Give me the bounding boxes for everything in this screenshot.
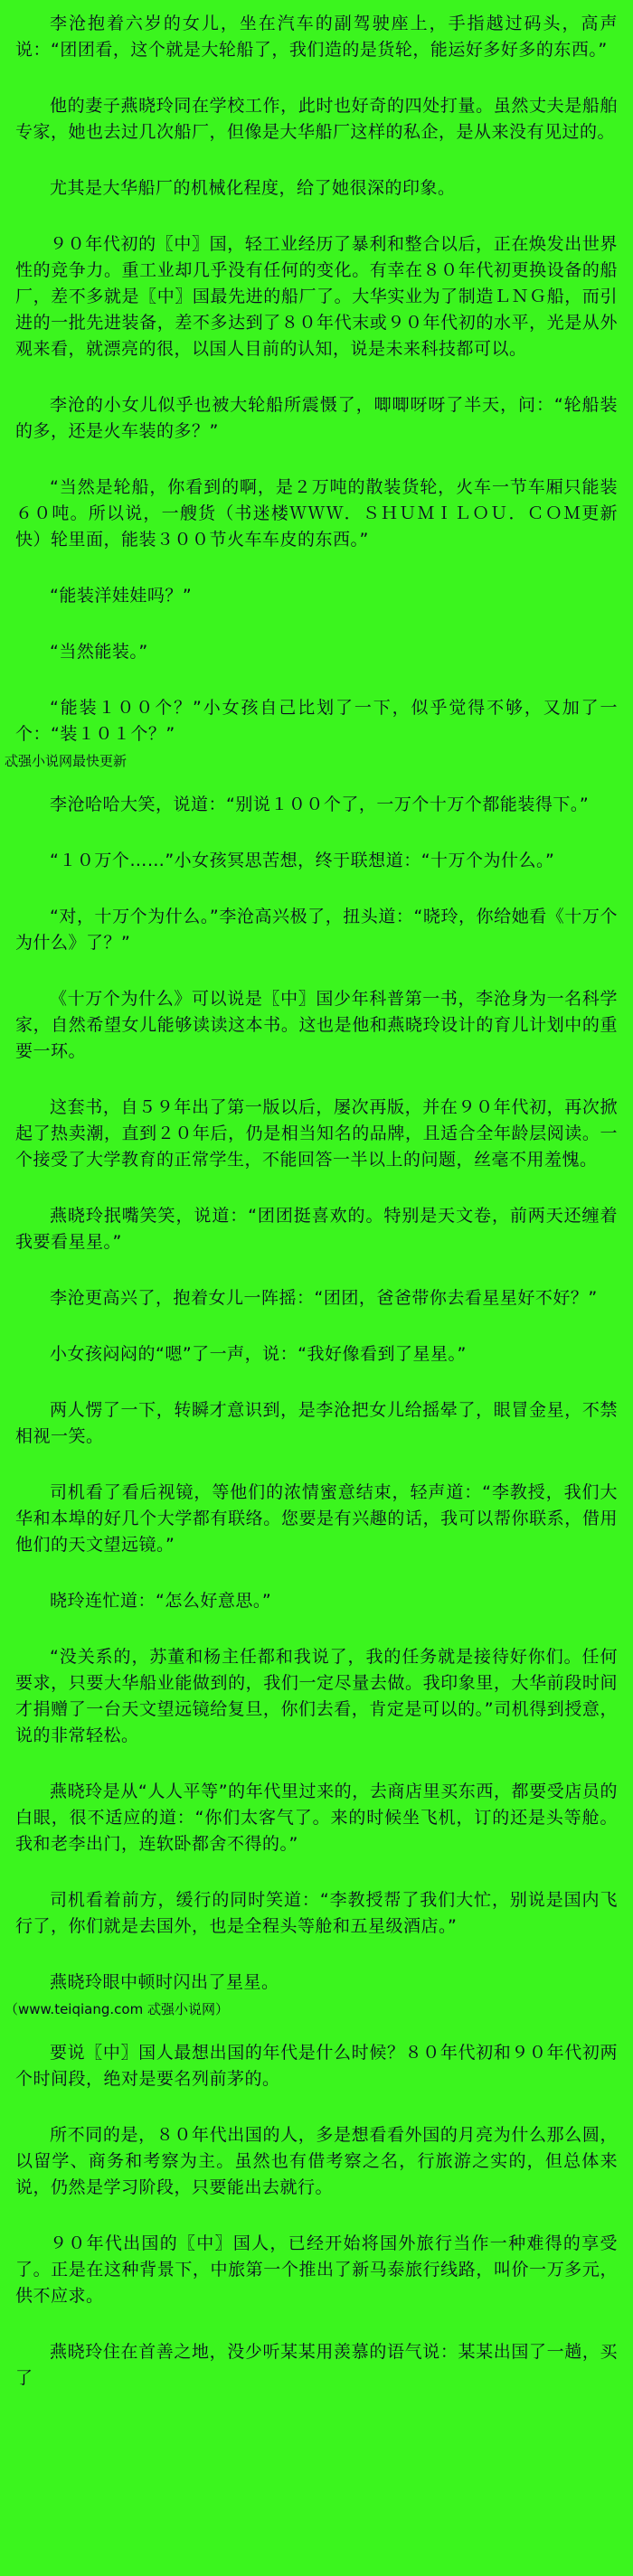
paragraph: 燕晓玲是从“人人平等”的年代里过来的，去商店里买东西，都要受店员的白眼，很不适应的道：“你们太客气了。来的时候坐飞机，订的还是头等舱。我和老李出门，连软卧都舍不得的。” xyxy=(15,1782,618,1854)
paragraph: 燕晓玲眼中顿时闪出了星星。 xyxy=(50,1972,279,1992)
paragraph: 这套书，自５９年出了第一版以后，屡次再版，并在９０年代初，再次掀起了热卖潮，直到２０年后，仍是相当知名的品牌，且适合全年龄层阅读。一个接受了大学教育的正常学生，不能回答一半以上的问题，丝毫不用羞愧。 xyxy=(15,1097,618,1170)
paragraph: 司机看着前方，缓行的同时笑道：“李教授帮了我们大忙，别说是国内飞行了，你们就是去国外，也是全程头等舱和五星级酒店。” xyxy=(15,1890,618,1936)
paragraph: 他的妻子燕晓玲同在学校工作，此时也好奇的四处打量。虽然丈夫是船舶专家，她也去过几次船厂，但像是大华船厂这样的私企，是从来没有见过的。 xyxy=(15,96,618,142)
site-watermark-url: （www.teiqiang.com 忒强小说网） xyxy=(5,2001,229,2017)
paragraph: 燕晓玲抿嘴笑笑，说道：“团团挺喜欢的。特别是天文卷，前两天还缠着我要看星星。” xyxy=(15,1206,618,1252)
paragraph: ９０年代初的〖中〗国，轻工业经历了暴利和整合以后，正在焕发出世界性的竞争力。重工业却几乎没有任何的变化。有幸在８０年代初更换设备的船厂，差不多就是〖中〗国最先进的船厂了。大华实业为了制造ＬＮＧ船，而引进的一批先进装备，差不多达到了８０年代末或９０年代初的水平，光是从外观来看，就漂亮的很，以国人目前的认知，说是未来科技都可以。 xyxy=(15,234,618,359)
paragraph: 所不同的是，８０年代出国的人，多是想看看外国的月亮为什么那么圆，以留学、商务和考察为主。虽然也有借考察之名，行旅游之实的，但总体来说，仍然是学习阶段，只要能出去就行。 xyxy=(15,2125,618,2197)
paragraph: 燕晓玲住在首善之地，没少听某某用羡慕的语气说：某某出国了一趟，买了 xyxy=(15,2342,618,2388)
paragraph: 司机看了看后视镜，等他们的浓情蜜意结束，轻声道：“李教授，我们大华和本埠的好几个大学都有联络。您要是有兴趣的话，我可以帮你联系，借用他们的天文望远镜。” xyxy=(15,1482,618,1555)
paragraph: 《十万个为什么》可以说是〖中〗国少年科普第一书，李沧身为一名科学家，自然希望女儿能够读读这本书。这也是他和燕晓玲设计的育儿计划中的重要一环。 xyxy=(15,989,618,1061)
paragraph: 尤其是大华船厂的机械化程度，给了她很深的印象。 xyxy=(50,178,456,198)
paragraph: “当然能装。” xyxy=(50,642,148,662)
paragraph: “当然是轮船，你看到的啊，是２万吨的散装货轮，火车一节车厢只能装６０吨。所以说，一艘货（书迷楼ＷＷＷ．ＳＨＵＭＩＬＯＵ．ＣＯＭ更新快）轮里面，能装３００节火车车皮的东西。” xyxy=(15,477,618,550)
paragraph: 要说〖中〗国人最想出国的年代是什么时候？８０年代初和９０年代初两个时间段，绝对是要名列前茅的。 xyxy=(15,2043,618,2089)
paragraph: “能装洋娃娃吗？” xyxy=(50,586,193,606)
paragraph: 李沧抱着六岁的女儿，坐在汽车的副驾驶座上，手指越过码头，高声说：“团团看，这个就是大轮船了，我们造的是货轮，能运好多好多的东西。” xyxy=(15,14,618,60)
site-watermark: 忒强小说网最快更新 xyxy=(5,753,128,769)
paragraph: “没关系的，苏董和杨主任都和我说了，我的任务就是接待好你们。任何要求，只要大华船业能做到的，我们一定尽量去做。我印象里，大华前段时间才捐赠了一台天文望远镜给复旦，你们去看，肯定是可以的。”司机得到授意，说的非常轻松。 xyxy=(15,1647,618,1745)
paragraph: ９０年代出国的〖中〗国人，已经开始将国外旅行当作一种难得的享受了。正是在这种背景下，中旅第一个推出了新马泰旅行线路，叫价一万多元，供不应求。 xyxy=(15,2233,618,2306)
paragraph: “能装１００个？”小女孩自己比划了一下，似乎觉得不够，又加了一个：“装１０１个？” xyxy=(15,698,618,744)
paragraph: 李沧哈哈大笑，说道：“别说１００个了，一万个十万个都能装得下。” xyxy=(50,794,590,814)
paragraph: 小女孩闷闷的“嗯”了一声，说：“我好像看到了星星。” xyxy=(50,1344,467,1364)
paragraph: “１０万个……”小女孩冥思苦想，终于联想道：“十万个为什么。” xyxy=(50,851,555,870)
paragraph: 李沧的小女儿似乎也被大轮船所震慑了，唧唧呀呀了半天，问：“轮船装的多，还是火车装的多？” xyxy=(15,395,618,441)
paragraph: 晓玲连忙道：“怎么好意思。” xyxy=(50,1591,272,1611)
paragraph: 李沧更高兴了，抱着女儿一阵摇：“团团，爸爸带你去看星星好不好？” xyxy=(50,1288,598,1308)
paragraph: “对，十万个为什么。”李沧高兴极了，扭头道：“晓玲，你给她看《十万个为什么》了？” xyxy=(15,907,618,953)
paragraph: 两人愣了一下，转瞬才意识到，是李沧把女儿给摇晕了，眼冒金星，不禁相视一笑。 xyxy=(15,1400,618,1446)
